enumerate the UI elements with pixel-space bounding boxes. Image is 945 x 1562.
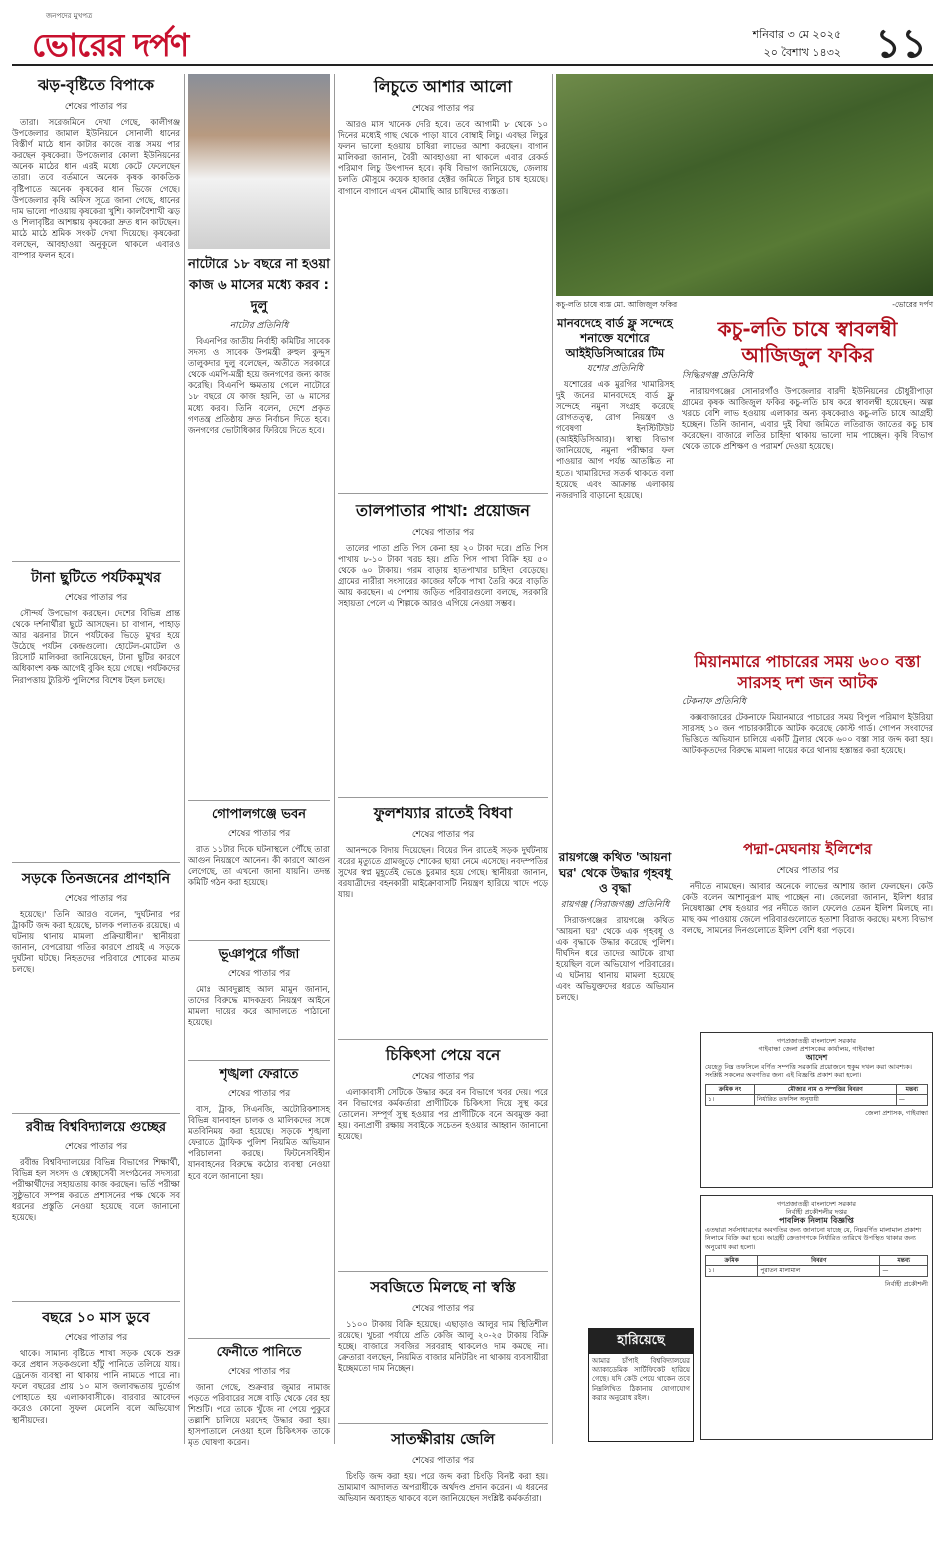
article-natore [188, 336, 330, 796]
article-birdflu [556, 379, 674, 799]
column-2 [188, 74, 330, 1448]
continued-label: শেষের পাতার পর [411, 1304, 475, 1314]
article-widow [338, 845, 548, 1035]
kochu-field-photo [556, 74, 933, 296]
table-header: ক্রমিক নং [706, 1084, 755, 1095]
article-body: রবীন্দ্র বিশ্ববিদ্যালয়ের বিভিন্ন বিভাগের শিক্ষার্থী, বিভিন্ন হল সংসদ ও স্বেচ্ছাসেবী সংগঠনের সদস্যরা পরীক্ষার্থীদের সহায়তায় কাজ করছেন। ভর্তি পরীক্ষা সুষ্ঠুভাবে সম্পন্ন করতে প্রশাসনের পক্ষ থেকে সব ধরনের প্রস্তুতি নেওয়া হয়েছে বলে জানানো হয়েছে। [12, 1157, 180, 1223]
headline-kochu: কচু-লতি চাষে স্বাবলম্বী আজিজুল ফকির [717, 317, 898, 367]
headline-ganja: ভূঞাপুরে গাঁজা [218, 947, 300, 962]
article-road [12, 909, 180, 1109]
continued-label: শেষের পাতার পর [776, 866, 839, 876]
continued-label: শেষের পাতার পর [411, 1456, 475, 1466]
column-birdflu [556, 316, 674, 846]
byline: রায়গঞ্জ (সিরাজগঞ্জ) প্রতিনিধি [560, 899, 670, 910]
article-body: বিএনপির জাতীয় নির্বাহী কমিটির সাবেক সদস্য ও সাবেক উপমন্ত্রী রুহুল কুদ্দুস তালুকদার দুলু বলেছেন, অতীতে সরকারে থেকে এমপি-মন্ত্রী হয়ে জনগণের জন্য কাজ করেছি। বিএনপি ক্ষমতায় গেলে নাটোরে ১৮ বছরে যে কাজ হয়নি, তা ৬ মাসের মধ্যে করব। তিনি বলেন, দেশে প্রকৃত গণতন্ত্র প্রতিষ্ঠায় দ্রুত নির্বাচন দিতে হবে। জনগণের ভোটাধিকার ফিরিয়ে দিতে হবে। [188, 336, 330, 435]
notice-body: এতদ্বারা সর্বসাধারণের অবগতির জন্য জানানো যাচ্ছে যে, নিম্নবর্ণিত মালামাল প্রকাশ্য নিলামে বিক্রি করা হবে। আগ্রহী ক্রেতাগণকে নির্ধারিত তারিখে উপস্থিত থাকার জন্য অনুরোধ করা হলো। [705, 1226, 922, 1251]
article-hilsa [682, 881, 933, 1031]
article-litchi [338, 119, 548, 489]
gov-notice-1 [700, 1032, 933, 1188]
article-rayganj [556, 915, 674, 1295]
continued-label: শেষের পাতার পর [227, 1367, 291, 1377]
continued-label: শেষের পাতার পর [227, 969, 291, 979]
headline-treatment: চিকিৎসা পেয়ে বনে [385, 1046, 501, 1064]
table-cell: ১। [706, 1266, 758, 1277]
continued-label: শেষের পাতার পর [64, 1333, 128, 1343]
continued-label: শেষের পাতার পর [64, 894, 128, 904]
headline-jelly: সাতক্ষীরায় জেলি [391, 1430, 495, 1448]
article-body: আরও মাস খানেক দেরি হবে। তবে আগামী ৮ থেকে ১০ দিনের মধ্যেই গাছ থেকে পাড়া যাবে বোম্বাই লিচু। এবছর লিচুর ফলন ভালো হওয়ায় চাষিরা লাভের আশা করছেন। বাগান মালিকরা জানান, বৈরী আবহাওয়া না থাকলে এবার রেকর্ড পরিমাণ লিচু উৎপাদন হবে। কৃষি বিভাগ জানিয়েছে, জেলায় চলতি মৌসুমে কয়েক হাজার হেক্টর জমিতে লিচুর চাষ হয়েছে। বাগানে বাগানে এখন মৌমাছি আর চাষিদের ব্যস্ততা। [338, 119, 548, 196]
natore-rally-photo [188, 74, 330, 249]
headline-rayganj: রায়গঞ্জে কথিত 'আয়না ঘর' থেকে উদ্ধার গৃহবধূ ও বৃদ্ধা [558, 850, 672, 896]
continued-label: শেষের পাতার পর [411, 528, 475, 538]
headline-myanmar: মিয়ানমারে পাচারের সময় ৬০০ বস্তা সারসহ দশ জন আটক [694, 652, 921, 692]
notice-title: আদেশ [805, 1053, 828, 1063]
continued-label: শেষের পাতার পর [411, 104, 475, 114]
headline-road: সড়কে তিনজনের প্রাণহানি [21, 871, 171, 887]
notice-title: পাবলিক নিলাম বিজ্ঞপ্তি [779, 1216, 854, 1226]
table-header: বিবরণ [758, 1255, 880, 1266]
article-body: এলাকাবাসী সেটিকে উদ্ধার করে বন বিভাগে খবর দেয়। পরে বন বিভাগের কর্মকর্তারা প্রাণীটিকে চিকিৎসা দিয়ে সুস্থ করে তোলেন। সম্পূর্ণ সুস্থ হওয়ার পর প্রাণীটিকে বনে অবমুক্ত করা হয়। বন্যপ্রাণী রক্ষায় সবাইকে সচেতন হওয়ার আহ্বান জানানো হয়েছে। [338, 1087, 548, 1142]
article-kochu [682, 386, 933, 626]
article-body: জানা গেছে, শুক্রবার জুমার নামাজ পড়তে পরিবারের সঙ্গে বাড়ি থেকে বের হয় শিশুটি। পরে তাকে খুঁজে না পেয়ে পুকুরে তল্লাশি চালিয়ে মরদেহ উদ্ধার করা হয়। হাসপাতালে নেওয়া হলে চিকিৎসক তাকে মৃত ঘোষণা করেন। [188, 1382, 330, 1448]
article-body: সিরাজগঞ্জের রায়গঞ্জে কথিত 'আয়না ঘর' থেকে এক গৃহবধূ ও এক বৃদ্ধাকে উদ্ধার করেছে পুলিশ। দীর্ঘদিন ধরে তাদের আটকে রাখা হয়েছিল বলে অভিযোগ পরিবারের। এ ঘটনায় থানায় মামলা হয়েছে এবং অভিযুক্তদের ধরতে অভিযান চলছে। [556, 914, 674, 1003]
notice-header: গণপ্রজাতন্ত্রী বাংলাদেশ সরকার [777, 1037, 856, 1045]
article-body: যশোরের এক মুরগির খামারিসহ দুই জনের মানবদেহে বার্ড ফ্লু সন্দেহে নমুনা সংগ্রহ করেছে রোগতত্ত্ব, রোগ নিয়ন্ত্রণ ও গবেষণা ইনস্টিটিউট (আইইডিসিআর)। স্বাস্থ্য বিভাগ জানিয়েছে, নমুনা পরীক্ষার ফল পাওয়ার আগ পর্যন্ত আতঙ্কিত না হতে। খামারিদের সতর্ক থাকতে বলা হয়েছে এবং আক্রান্ত এলাকায় নজরদারি বাড়ানো হয়েছে। [556, 378, 674, 500]
article-jelly [338, 1471, 548, 1551]
continued-label: শেষের পাতার পর [227, 829, 291, 839]
notice-header: গণপ্রজাতন্ত্রী বাংলাদেশ সরকার [777, 1200, 856, 1208]
headline-vegetables: সবজিতে মিলছে না স্বস্তি [370, 1278, 516, 1296]
photo-credit: -ভোরের দর্পণ [892, 300, 933, 309]
article-body: কক্সবাজারের টেকনাফে মিয়ানমারে পাচারের সময় বিপুল পরিমাণ ইউরিয়া সারসহ ১০ জন পাচারকারীকে আটক করেছে কোস্ট গার্ড। গোপন সংবাদের ভিত্তিতে অভিযান চালিয়ে একটি ট্রলার থেকে ৬০০ বস্তা সার জব্দ করা হয়। আটককৃতদের বিরুদ্ধে মামলা দায়ের করে থানায় হস্তান্তর করা হয়েছে। [682, 711, 933, 755]
article-ganja [188, 984, 330, 1056]
column-rayganj [556, 850, 674, 1320]
table-cell: — [880, 1266, 928, 1277]
headline-flood: বছরে ১০ মাস ডুবে [42, 1310, 150, 1326]
headline-birdflu: মানবদেহে বার্ড ফ্লু সন্দেহে শনাক্তে যশোরে আইইডিসিআরের টিম [557, 316, 673, 360]
headline-natore: নাটোরে ১৮ বছরে না হওয়া কাজ ৬ মাসের মধ্যে করব : দুলু [188, 257, 330, 314]
notice-table [705, 1084, 928, 1106]
article-discipline [188, 1104, 330, 1334]
column-hilsa [682, 838, 933, 1028]
article-vegetables [338, 1319, 548, 1419]
headline-discipline: শৃঙ্খলা ফেরাতে [219, 1067, 299, 1082]
notice-signature: জেলা প্রশাসক, গাইবান্ধা [865, 1108, 928, 1117]
article-flood [12, 1348, 180, 1488]
notice-signature: নির্বাহী প্রকৌশলী [884, 1279, 928, 1288]
table-cell: পুরাতন মালামাল [758, 1266, 880, 1277]
lost-notice-title: হারিয়েছে [589, 1329, 693, 1354]
article-body: থাকে। সামান্য বৃষ্টিতে শাখা সড়ক থেকে শুরু করে প্রধান সড়কগুলো হাঁটু পানিতে তলিয়ে যায়। ড্রেনেজ ব্যবস্থা না থাকায় পানি নামতে পারে না। ফলে বছরের প্রায় ১০ মাস জলাবদ্ধতায় দুর্ভোগ পোহাতে হয় এলাকাবাসীকে। বারবার আবেদন করেও কোনো সুফল মেলেনি বলে অভিযোগ স্থানীয়দের। [12, 1348, 180, 1425]
article-rabindra [12, 1157, 180, 1297]
notice-office: নির্বাহী প্রকৌশলীর দপ্তর [786, 1208, 847, 1217]
article-body: হয়েছে।' তিনি আরও বলেন, 'দুর্ঘটনার পর ট্রাকটি জব্দ করা হয়েছে, চালক পলাতক রয়েছে। এ ঘটনায় থানায় মামলা প্রক্রিয়াধীন।' স্থানীয়রা জানান, বেপরোয়া গতির কারণে প্রায়ই এ সড়কে দুর্ঘটনা ঘটছে। নিহতদের পরিবারে শোকের মাতম চলছে। [12, 909, 180, 975]
table-header: মন্তব্য [880, 1255, 928, 1266]
headline-hilsa: পদ্মা-মেঘনায় ইলিশের [743, 840, 872, 858]
headline-rabindra: রবীন্দ্র বিশ্ববিদ্যালয়ে গুচ্ছের [25, 1120, 167, 1135]
lost-notice-body: আমার চাঁপাই বিশ্ববিদ্যালয়ের অ্যাকাডেমিক সার্টিফিকেট হারিয়ে গেছে। যদি কেউ পেয়ে থাকেন তবে নিম্নলিখিত ঠিকানায় যোগাযোগ করার অনুরোধ রইল। [592, 1357, 690, 1402]
page-number: ১১ [875, 21, 927, 67]
article-drought [12, 117, 180, 557]
lost-notice [588, 1328, 694, 1442]
article-body: বাস, ট্রাক, সিএনজি, অটোরিকশাসহ বিভিন্ন যানবাহন চালক ও মালিকদের সঙ্গে মতবিনিময় করা হয়েছে। সড়কে শৃঙ্খলা ফেরাতে ট্রাফিক পুলিশ নিয়মিত অভিযান পরিচালনা করছে। ফিটনেসবিহীন যানবাহনের বিরুদ্ধে কঠোর ব্যবস্থা নেওয়া হবে বলে জানানো হয়। [188, 1104, 330, 1181]
table-header: মৌজার নাম ও সম্পত্তির বিবরণ [754, 1084, 896, 1095]
headline-palmfan: তালপাতার পাখা: প্রয়োজন [355, 501, 530, 520]
column-kochu [682, 316, 933, 646]
date-bengali: ২০ বৈশাখ ১৪৩২ [763, 46, 841, 59]
table-header: মন্তব্য [896, 1084, 927, 1095]
article-gopalganj [188, 844, 330, 936]
article-body: তারা। সরেজমিনে দেখা গেছে, কালীগঞ্জ উপজেলার জামাল ইউনিয়নে সোনালী ধানের বিস্তীর্ণ মাঠে ধান কাটার কাজে ব্যস্ত সময় পার করছেন কৃষকেরা। উপজেলার কোলা ইউনিয়নের অনেক মাঠের ধান এরই মধ্যে কেটে ফেলেছেন তারা। তবে বর্তমানে অনেক কৃষক কাকতিক বৃষ্টিপাতে অনেক কৃষকের ধান ভিজে গেছে। উপজেলার কৃষি অফিস সূত্রে জানা গেছে, ধানের দাম ভালো পাওয়ায় কৃষকেরা খুশি। কালবৈশাখী ঝড় ও শিলাবৃষ্টির আশঙ্কায় কৃষকেরা দ্রুত ধান কাটছেন। মাঠে মাঠে শ্রমিক সংকট দেখা দিয়েছে। কৃষকেরা বলছেন, আবহাওয়া অনুকূলে থাকলে এবারও বাম্পার ফলন হবে। [12, 117, 180, 261]
notice-office: গাইবান্ধা জেলা প্রশাসকের কার্যালয়, গাইবান্ধা [758, 1045, 875, 1054]
table-cell: — [896, 1095, 927, 1106]
notice-body: যেহেতু নিম্ন তফসিলে বর্ণিত সম্পত্তি সরকারি প্রয়োজনে হুকুম দখল করা আবশ্যক। সংশ্লিষ্ট সকলের অবগতির জন্য এই বিজ্ঞপ্তি প্রকাশ করা হলো। [705, 1063, 913, 1080]
article-palmfan [338, 543, 548, 793]
article-body: ১১০০ টাকায় বিক্রি হয়েছে। এছাড়াও আলুর দাম স্থিতিশীল রয়েছে। খুচরা পর্যায়ে প্রতি কেজি আলু ২০-২৫ টাকায় বিক্রি হচ্ছে। বাজারে সবজির সরবরাহ থাকলেও দাম কমছে না। ক্রেতারা বলছেন, নিয়মিত বাজার মনিটরিং না থাকায় ব্যবসায়ীরা ইচ্ছেমতো দাম নিচ্ছেন। [338, 1319, 548, 1374]
byline: সিদ্ধিরগঞ্জ প্রতিনিধি [682, 371, 753, 381]
column-myanmar [682, 652, 933, 832]
table-header: ক্রমিক [706, 1255, 758, 1266]
column-1 [12, 74, 180, 1444]
article-body: নদীতে নামছেন। আবার অনেকে লাভের আশায় জাল ফেলছেন। কেউ কেউ বলেন আশানুরূপ মাছ পাচ্ছেন না। জেলেরা জানান, ইলিশ ধরার নিষেধাজ্ঞা শেষ হওয়ার পর নদীতে জাল ফেলেও তেমন ইলিশ মিলছে না। মাছ কম পাওয়ায় জেলে পরিবারগুলোতে হতাশা বিরাজ করছে। মৎস্য বিভাগ বলছে, সামনের দিনগুলোতে ইলিশ বেশি ধরা পড়বে। [682, 881, 933, 936]
article-feni [188, 1382, 330, 1562]
byline: যশোর প্রতিনিধি [586, 363, 644, 374]
headline-drought: ঝড়-বৃষ্টিতে বিপাকে [37, 76, 155, 94]
table-cell: নির্ধারিত তফসিল অনুযায়ী [754, 1095, 896, 1106]
article-myanmar [682, 712, 933, 822]
article-body: রাত ১১টার দিকে ঘটনাস্থলে পৌঁছে তারা আগুন নিয়ন্ত্রণে আনেন। কী কারণে আগুন লেগেছে, তা এখনো জানা যায়নি। তদন্ত কমিটি গঠন করা হয়েছে। [188, 844, 330, 888]
continued-label: শেষের পাতার পর [64, 593, 128, 603]
masthead-tagline: জনপদের মুখপত্র [46, 12, 93, 20]
table-cell: ১। [706, 1095, 755, 1106]
continued-label: শেষের পাতার পর [411, 830, 475, 840]
continued-label: শেষের পাতার পর [64, 102, 128, 112]
masthead [12, 8, 933, 66]
article-body: নারায়ণগঞ্জের সোনারগাঁও উপজেলার বারদী ইউনিয়নের চৌধুরীপাড়া গ্রামের কৃষক আজিজুল ফকির কচু-লতি চাষ করে স্বাবলম্বী হয়েছেন। অল্প খরচে বেশি লাভ হওয়ায় এলাকার অন্য কৃষকেরাও কচু-লতি চাষে আগ্রহী হচ্ছেন। তিনি জানান, এবার দুই বিঘা জমিতে লতিরাজ জাতের কচু চাষ করেছেন। বাজারে লতির চাহিদা থাকায় ভালো দাম পাচ্ছেন। কৃষি বিভাগ থেকে তাকে প্রশিক্ষণ ও পরামর্শ দেওয়া হয়েছে। [682, 386, 933, 452]
article-treatment [338, 1087, 548, 1267]
headline-tourism: টানা ছুটিতে পর্যটকমুখর [31, 570, 161, 586]
headline-gopalganj: গোপালগঞ্জে ভবন [212, 807, 306, 822]
date-gregorian: শনিবার ৩ মে ২০২৫ [752, 28, 841, 41]
headline-litchi: লিচুতে আশার আলো [374, 77, 512, 96]
article-tourism [12, 608, 180, 858]
article-body: তালের পাতা প্রতি পিস কেনা হয় ২০ টাকা দরে। প্রতি পিস পাখায় ৮-১০ টাকা খরচ হয়। প্রতি পিস পাখা বিক্রি হয় ৫০ থেকে ৬০ টাকায়। গরম বাড়ায় হাতপাখার চাহিদা বেড়েছে। গ্রামের নারীরা সংসারের কাজের ফাঁকে পাখা তৈরি করে বাড়তি আয় করছেন। এ পেশায় জড়িত পরিবারগুলো বলছে, সরকারি সহায়তা পেলে এ শিল্পকে আরও এগিয়ে নেওয়া সম্ভব। [338, 543, 548, 609]
article-body: চিংড়ি জব্দ করা হয়। পরে জব্দ করা চিংড়ি বিনষ্ট করা হয়। ভ্রাম্যমাণ আদালত অপরাধীকে অর্থদণ্ড প্রদান করেন। এ ধরনের অভিযান অব্যাহত থাকবে বলে জানিয়েছেন সংশ্লিষ্ট কর্মকর্তারা। [338, 1471, 548, 1504]
headline-widow: ফুলশয্যার রাতেই বিধবা [373, 804, 513, 822]
continued-label: শেষের পাতার পর [411, 1072, 475, 1082]
continued-label: শেষের পাতার পর [227, 1089, 291, 1099]
byline: টেকনাফ প্রতিনিধি [682, 696, 746, 707]
continued-label: শেষের পাতার পর [64, 1142, 128, 1152]
notice-table [705, 1255, 928, 1277]
byline: নাটোর প্রতিনিধি [229, 321, 289, 331]
article-body: মোঃ আবদুল্লাহ আল মামুন জানান, তাদের বিরুদ্ধে মাদকদ্রব্য নিয়ন্ত্রণ আইনে মামলা দায়ের করে আদালতে পাঠানো হয়েছে। [188, 984, 330, 1028]
gov-notice-2 [700, 1195, 933, 1440]
photo-caption: কচু-লতি চাষে ব্যস্ত মো. আজিজুল ফকির [556, 300, 678, 309]
column-3 [338, 74, 548, 1504]
article-body: আনন্দকে বিদায় দিয়েছেন। বিয়ের দিন রাতেই সড়ক দুর্ঘটনায় বরের মৃত্যুতে গ্রামজুড়ে শোকের ছায়া নেমে এসেছে। নবদম্পতির সুখের স্বপ্ন মুহূর্তেই ভেঙে চুরমার হয়ে গেছে। স্থানীয়রা জানান, বরযাত্রীদের বহনকারী মাইক্রোবাসটি নিয়ন্ত্রণ হারিয়ে খাদে পড়ে যায়। [338, 845, 548, 900]
article-body: সৌন্দর্য উপভোগ করছেন। দেশের বিভিন্ন প্রান্ত থেকে দর্শনার্থীরা ছুটে আসছেন। চা বাগান, পাহাড় আর ঝরনার টানে পর্যটকের ভিড়ে মুখর হয়ে উঠেছে পর্যটন কেন্দ্রগুলো। হোটেল-মোটেল ও রিসোর্ট মালিকরা জানিয়েছেন, টানা ছুটির কারণে অধিকাংশ কক্ষ আগেই বুকিং হয়ে গেছে। পর্যটকদের নিরাপত্তায় ট্যুরিস্ট পুলিশের বিশেষ টহল চলছে। [12, 608, 180, 685]
headline-feni: ফেনীতে পানিতে [216, 1345, 302, 1360]
newspaper-logo: ভোরের দর্পণ [32, 26, 189, 64]
